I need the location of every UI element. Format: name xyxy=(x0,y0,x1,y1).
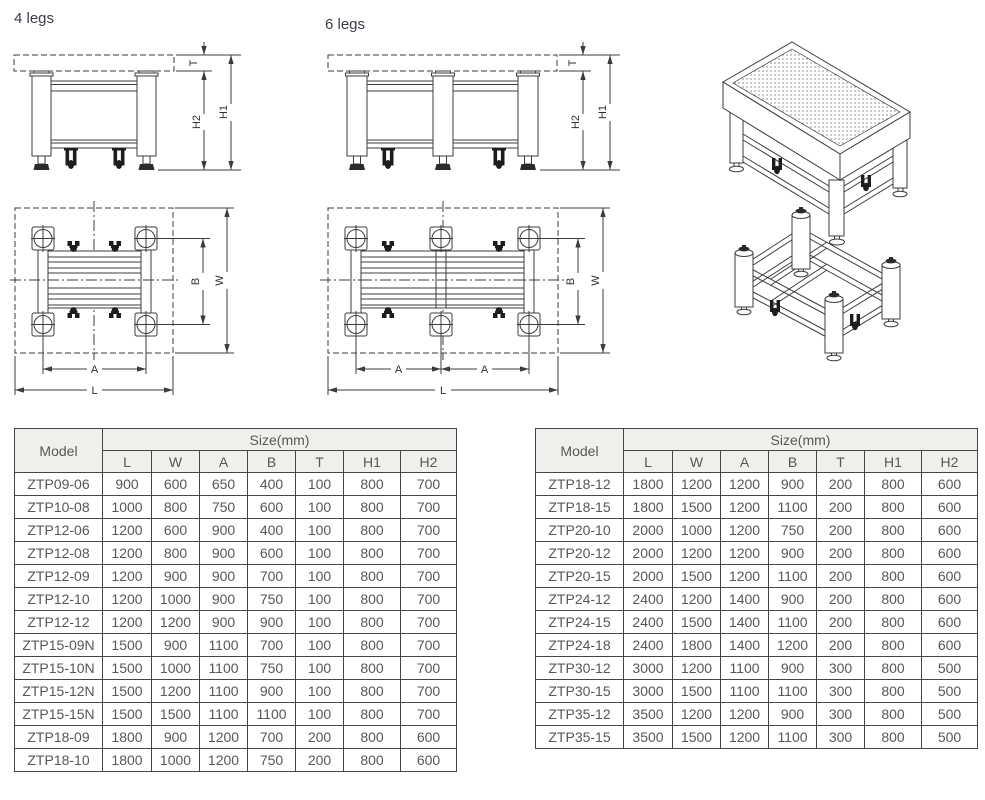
six-legs-side-view-drawing xyxy=(315,38,625,196)
value-cell: 700 xyxy=(248,634,296,657)
value-cell: 800 xyxy=(344,542,401,565)
value-cell: 800 xyxy=(344,680,401,703)
caster-icon xyxy=(770,300,780,316)
leveling-foot-icon xyxy=(34,156,50,170)
value-cell: 300 xyxy=(817,657,865,680)
dimension-L-label: L xyxy=(439,385,447,397)
spec-row xyxy=(15,703,457,726)
value-cell: 900 xyxy=(769,588,817,611)
value-cell: 1200 xyxy=(721,703,769,726)
legs xyxy=(735,207,900,361)
value-cell: 200 xyxy=(817,496,865,519)
isometric-drawings xyxy=(650,22,985,410)
value-cell: 800 xyxy=(344,726,401,749)
size-group-header: Size(mm) xyxy=(103,429,457,451)
value-cell: 900 xyxy=(152,634,200,657)
model-cell: ZTP18-09 xyxy=(15,726,103,749)
value-cell: 600 xyxy=(922,519,978,542)
value-cell: 1200 xyxy=(721,473,769,496)
value-cell: 800 xyxy=(344,749,401,772)
dimension-A-label: A xyxy=(480,364,489,376)
spec-row xyxy=(536,634,978,657)
value-cell: 1500 xyxy=(103,657,152,680)
value-cell: 650 xyxy=(200,473,248,496)
model-cell: ZTP18-10 xyxy=(15,749,103,772)
dimension-lines xyxy=(540,42,620,170)
value-cell: 2000 xyxy=(624,565,673,588)
value-cell: 800 xyxy=(344,519,401,542)
value-cell: 900 xyxy=(769,473,817,496)
value-cell: 800 xyxy=(344,634,401,657)
model-cell: ZTP20-10 xyxy=(536,519,624,542)
dimension-lines xyxy=(158,42,241,170)
four-legs-side-view-drawing xyxy=(10,38,255,196)
column-header: H2 xyxy=(922,451,978,473)
value-cell: 1200 xyxy=(103,542,152,565)
value-cell: 700 xyxy=(401,680,457,703)
model-header: Model xyxy=(15,429,103,473)
value-cell: 500 xyxy=(922,726,978,749)
value-cell: 900 xyxy=(769,657,817,680)
value-cell: 700 xyxy=(401,473,457,496)
value-cell: 1800 xyxy=(624,496,673,519)
spec-table-left xyxy=(14,428,457,772)
value-cell: 800 xyxy=(865,703,922,726)
spec-row xyxy=(15,657,457,680)
value-cell: 1200 xyxy=(721,726,769,749)
isometric-support-frame xyxy=(735,207,900,361)
value-cell: 800 xyxy=(865,565,922,588)
model-cell: ZTP12-06 xyxy=(15,519,103,542)
value-cell: 1500 xyxy=(103,703,152,726)
value-cell: 3500 xyxy=(624,703,673,726)
caster-icon xyxy=(109,307,121,318)
value-cell: 1000 xyxy=(152,749,200,772)
value-cell: 700 xyxy=(401,611,457,634)
spec-row xyxy=(536,542,978,565)
value-cell: 1200 xyxy=(103,611,152,634)
value-cell: 3000 xyxy=(624,657,673,680)
dimension-W-label: W xyxy=(590,275,602,286)
six-legs-label: 6 legs xyxy=(325,16,366,33)
spec-row xyxy=(15,496,457,519)
caster-icon xyxy=(382,307,394,318)
value-cell: 100 xyxy=(296,634,344,657)
value-cell: 1100 xyxy=(200,680,248,703)
model-cell: ZTP15-12N xyxy=(15,680,103,703)
value-cell: 100 xyxy=(296,703,344,726)
value-cell: 750 xyxy=(248,749,296,772)
caster-icon xyxy=(68,307,80,318)
value-cell: 500 xyxy=(922,657,978,680)
value-cell: 800 xyxy=(344,588,401,611)
value-cell: 600 xyxy=(401,726,457,749)
value-cell: 2400 xyxy=(624,634,673,657)
model-cell: ZTP18-15 xyxy=(536,496,624,519)
value-cell: 600 xyxy=(922,611,978,634)
value-cell: 1000 xyxy=(152,657,200,680)
caster-icon xyxy=(68,241,80,252)
column-header: T xyxy=(296,451,344,473)
leveling-foot-icon xyxy=(139,156,155,170)
value-cell: 1200 xyxy=(200,726,248,749)
caster-icon xyxy=(493,307,505,318)
spec-row xyxy=(15,588,457,611)
column-header: H1 xyxy=(344,451,401,473)
value-cell: 750 xyxy=(769,519,817,542)
spec-row xyxy=(536,496,978,519)
value-cell: 700 xyxy=(401,657,457,680)
value-cell: 600 xyxy=(922,634,978,657)
caster-icon xyxy=(112,148,126,169)
value-cell: 1000 xyxy=(673,519,721,542)
four-legs-plan-view-drawing xyxy=(10,198,255,408)
value-cell: 1200 xyxy=(103,565,152,588)
value-cell: 1500 xyxy=(673,680,721,703)
spec-row xyxy=(15,726,457,749)
value-cell: 1500 xyxy=(673,496,721,519)
value-cell: 800 xyxy=(865,611,922,634)
spec-row xyxy=(536,519,978,542)
value-cell: 900 xyxy=(152,565,200,588)
value-cell: 700 xyxy=(401,703,457,726)
value-cell: 3500 xyxy=(624,726,673,749)
value-cell: 800 xyxy=(865,542,922,565)
value-cell: 900 xyxy=(248,680,296,703)
value-cell: 1100 xyxy=(200,703,248,726)
value-cell: 900 xyxy=(769,542,817,565)
frame xyxy=(38,250,151,313)
value-cell: 900 xyxy=(248,611,296,634)
caster-icon xyxy=(109,241,121,252)
value-cell: 1200 xyxy=(673,657,721,680)
model-cell: ZTP15-10N xyxy=(15,657,103,680)
column-header: B xyxy=(248,451,296,473)
value-cell: 800 xyxy=(344,703,401,726)
caster-icon xyxy=(382,241,394,252)
model-cell: ZTP24-15 xyxy=(536,611,624,634)
value-cell: 1200 xyxy=(200,749,248,772)
value-cell: 1100 xyxy=(200,657,248,680)
leveling-foot-icon xyxy=(435,156,451,170)
value-cell: 200 xyxy=(817,588,865,611)
caster-icon xyxy=(381,148,395,169)
value-cell: 700 xyxy=(401,634,457,657)
spec-row xyxy=(536,588,978,611)
value-cell: 800 xyxy=(344,473,401,496)
value-cell: 1400 xyxy=(721,611,769,634)
model-cell: ZTP12-08 xyxy=(15,542,103,565)
value-cell: 1500 xyxy=(673,611,721,634)
dimension-B-label: B xyxy=(565,277,577,286)
value-cell: 1200 xyxy=(152,611,200,634)
spec-row xyxy=(15,565,457,588)
value-cell: 900 xyxy=(200,542,248,565)
spec-row xyxy=(536,611,978,634)
value-cell: 2400 xyxy=(624,611,673,634)
spec-table-right xyxy=(535,428,978,749)
value-cell: 800 xyxy=(865,473,922,496)
value-cell: 2000 xyxy=(624,542,673,565)
dimension-W-label: W xyxy=(214,275,226,286)
value-cell: 1200 xyxy=(673,473,721,496)
value-cell: 900 xyxy=(103,473,152,496)
spec-row xyxy=(15,519,457,542)
value-cell: 700 xyxy=(248,565,296,588)
value-cell: 800 xyxy=(344,657,401,680)
value-cell: 900 xyxy=(769,703,817,726)
value-cell: 200 xyxy=(817,519,865,542)
value-cell: 750 xyxy=(248,588,296,611)
value-cell: 1200 xyxy=(673,703,721,726)
value-cell: 750 xyxy=(200,496,248,519)
dimension-H1-label: H1 xyxy=(597,104,609,120)
caster-icon xyxy=(861,175,871,191)
value-cell: 1800 xyxy=(624,473,673,496)
value-cell: 900 xyxy=(152,726,200,749)
value-cell: 700 xyxy=(401,519,457,542)
value-cell: 1200 xyxy=(769,634,817,657)
value-cell: 200 xyxy=(817,542,865,565)
dimension-H2-label: H2 xyxy=(191,114,203,130)
value-cell: 1500 xyxy=(103,634,152,657)
model-cell: ZTP12-09 xyxy=(15,565,103,588)
value-cell: 600 xyxy=(248,542,296,565)
value-cell: 800 xyxy=(865,657,922,680)
value-cell: 1200 xyxy=(152,680,200,703)
model-cell: ZTP35-15 xyxy=(536,726,624,749)
value-cell: 900 xyxy=(200,588,248,611)
column-header: B xyxy=(769,451,817,473)
frame-rails xyxy=(51,81,137,148)
spec-row xyxy=(15,611,457,634)
caster-icon xyxy=(492,148,506,169)
column-header: T xyxy=(817,451,865,473)
model-cell: ZTP30-12 xyxy=(536,657,624,680)
model-cell: ZTP20-12 xyxy=(536,542,624,565)
value-cell: 700 xyxy=(401,588,457,611)
model-cell: ZTP20-15 xyxy=(536,565,624,588)
dimension-T-label: T xyxy=(188,59,200,67)
value-cell: 200 xyxy=(817,565,865,588)
value-cell: 700 xyxy=(401,565,457,588)
value-cell: 600 xyxy=(922,496,978,519)
value-cell: 1200 xyxy=(673,588,721,611)
model-cell: ZTP12-12 xyxy=(15,611,103,634)
value-cell: 200 xyxy=(817,611,865,634)
value-cell: 800 xyxy=(344,565,401,588)
value-cell: 600 xyxy=(922,542,978,565)
value-cell: 100 xyxy=(296,496,344,519)
value-cell: 1200 xyxy=(721,542,769,565)
value-cell: 750 xyxy=(248,657,296,680)
four-legs-label: 4 legs xyxy=(14,10,55,27)
value-cell: 2400 xyxy=(624,588,673,611)
value-cell: 300 xyxy=(817,726,865,749)
model-cell: ZTP24-18 xyxy=(536,634,624,657)
value-cell: 100 xyxy=(296,657,344,680)
value-cell: 400 xyxy=(248,519,296,542)
model-cell: ZTP30-15 xyxy=(536,680,624,703)
caster-icon xyxy=(64,148,78,169)
value-cell: 1100 xyxy=(769,726,817,749)
dimension-B-label: B xyxy=(190,277,202,286)
dimension-A-label: A xyxy=(394,364,403,376)
value-cell: 600 xyxy=(401,749,457,772)
value-cell: 800 xyxy=(865,634,922,657)
spec-row xyxy=(15,542,457,565)
value-cell: 300 xyxy=(817,680,865,703)
column-header: W xyxy=(673,451,721,473)
value-cell: 400 xyxy=(248,473,296,496)
spec-row xyxy=(15,634,457,657)
value-cell: 100 xyxy=(296,588,344,611)
value-cell: 100 xyxy=(296,542,344,565)
value-cell: 600 xyxy=(152,519,200,542)
column-header: A xyxy=(200,451,248,473)
value-cell: 1200 xyxy=(673,542,721,565)
size-group-header: Size(mm) xyxy=(624,429,978,451)
caster-icon xyxy=(850,314,860,330)
value-cell: 1800 xyxy=(673,634,721,657)
value-cell: 700 xyxy=(248,726,296,749)
value-cell: 1200 xyxy=(721,496,769,519)
dimension-H2-label: H2 xyxy=(570,114,582,130)
value-cell: 600 xyxy=(152,473,200,496)
isometric-complete-table xyxy=(723,42,910,245)
value-cell: 1100 xyxy=(721,657,769,680)
spec-row xyxy=(536,657,978,680)
value-cell: 500 xyxy=(922,680,978,703)
value-cell: 1100 xyxy=(769,565,817,588)
value-cell: 800 xyxy=(865,726,922,749)
value-cell: 1500 xyxy=(152,703,200,726)
value-cell: 1500 xyxy=(673,565,721,588)
value-cell: 1100 xyxy=(769,496,817,519)
leveling-foot-icon xyxy=(520,156,536,170)
value-cell: 800 xyxy=(865,588,922,611)
model-cell: ZTP24-12 xyxy=(536,588,624,611)
value-cell: 1100 xyxy=(769,611,817,634)
value-cell: 1800 xyxy=(103,726,152,749)
frame xyxy=(351,250,534,313)
model-cell: ZTP35-12 xyxy=(536,703,624,726)
spec-row xyxy=(536,680,978,703)
model-cell: ZTP15-09N xyxy=(15,634,103,657)
value-cell: 1000 xyxy=(152,588,200,611)
value-cell: 1200 xyxy=(103,588,152,611)
value-cell: 2000 xyxy=(624,519,673,542)
value-cell: 3000 xyxy=(624,680,673,703)
value-cell: 1100 xyxy=(721,680,769,703)
model-cell: ZTP09-06 xyxy=(15,473,103,496)
model-cell: ZTP10-08 xyxy=(15,496,103,519)
value-cell: 100 xyxy=(296,611,344,634)
value-cell: 1100 xyxy=(769,680,817,703)
value-cell: 900 xyxy=(200,611,248,634)
dimension-A-label: A xyxy=(90,364,99,376)
value-cell: 1200 xyxy=(721,565,769,588)
value-cell: 1100 xyxy=(248,703,296,726)
spec-row xyxy=(536,565,978,588)
value-cell: 1500 xyxy=(673,726,721,749)
tabletop-outline xyxy=(328,55,557,71)
value-cell: 200 xyxy=(817,634,865,657)
column-header: L xyxy=(624,451,673,473)
value-cell: 200 xyxy=(296,749,344,772)
value-cell: 800 xyxy=(344,611,401,634)
model-cell: ZTP18-12 xyxy=(536,473,624,496)
spec-row xyxy=(536,726,978,749)
value-cell: 700 xyxy=(401,542,457,565)
column-header: L xyxy=(103,451,152,473)
dimension-H1-label: H1 xyxy=(218,104,230,120)
leveling-foot-icon xyxy=(349,156,365,170)
value-cell: 600 xyxy=(922,565,978,588)
value-cell: 800 xyxy=(865,496,922,519)
value-cell: 1500 xyxy=(103,680,152,703)
caster-icon xyxy=(493,241,505,252)
perforated-tabletop xyxy=(723,42,910,180)
six-legs-plan-view-drawing xyxy=(315,198,625,408)
value-cell: 600 xyxy=(922,588,978,611)
value-cell: 200 xyxy=(296,726,344,749)
column-header: A xyxy=(721,451,769,473)
spec-row xyxy=(15,680,457,703)
spec-row xyxy=(15,473,457,496)
value-cell: 300 xyxy=(817,703,865,726)
column-header: W xyxy=(152,451,200,473)
column-header: H2 xyxy=(401,451,457,473)
value-cell: 1200 xyxy=(721,519,769,542)
value-cell: 1000 xyxy=(103,496,152,519)
value-cell: 1100 xyxy=(200,634,248,657)
dimension-T-label: T xyxy=(567,59,579,67)
value-cell: 100 xyxy=(296,519,344,542)
spec-row xyxy=(536,703,978,726)
value-cell: 500 xyxy=(922,703,978,726)
model-cell: ZTP12-10 xyxy=(15,588,103,611)
tabletop-outline xyxy=(14,55,174,71)
value-cell: 1400 xyxy=(721,634,769,657)
value-cell: 600 xyxy=(922,473,978,496)
column-header: H1 xyxy=(865,451,922,473)
spec-row xyxy=(536,473,978,496)
frame-rails xyxy=(744,228,891,341)
value-cell: 800 xyxy=(865,519,922,542)
value-cell: 700 xyxy=(401,496,457,519)
value-cell: 900 xyxy=(200,565,248,588)
value-cell: 100 xyxy=(296,680,344,703)
value-cell: 800 xyxy=(865,680,922,703)
value-cell: 800 xyxy=(152,496,200,519)
model-cell: ZTP15-15N xyxy=(15,703,103,726)
dimension-L-label: L xyxy=(91,385,98,397)
value-cell: 900 xyxy=(200,519,248,542)
value-cell: 100 xyxy=(296,473,344,496)
value-cell: 100 xyxy=(296,565,344,588)
value-cell: 1400 xyxy=(721,588,769,611)
value-cell: 600 xyxy=(248,496,296,519)
value-cell: 800 xyxy=(344,496,401,519)
value-cell: 800 xyxy=(152,542,200,565)
spec-row xyxy=(15,749,457,772)
value-cell: 1200 xyxy=(103,519,152,542)
value-cell: 1800 xyxy=(103,749,152,772)
model-header: Model xyxy=(536,429,624,473)
value-cell: 200 xyxy=(817,473,865,496)
